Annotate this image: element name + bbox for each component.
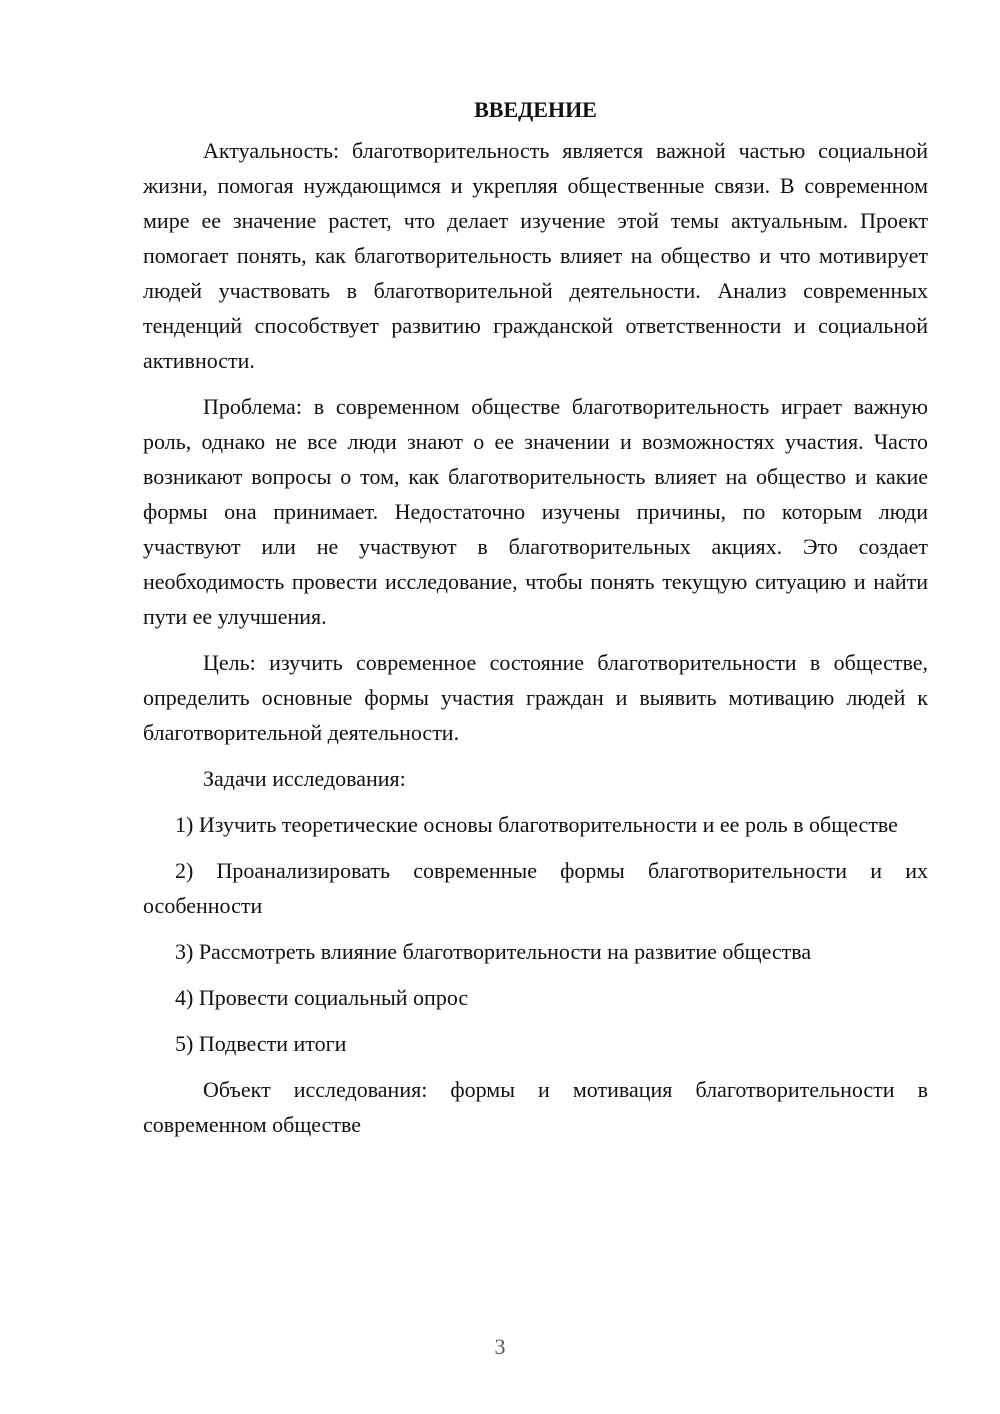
- page-title: ВВЕДЕНИЕ: [474, 97, 597, 122]
- goal-paragraph: Цель: изучить современное состояние благотворительности в обществе, определить основные формы участия граждан и выявить мотивацию людей к благотворительной деятельности.: [143, 650, 928, 745]
- page-number: 3: [494, 1334, 506, 1359]
- tasks-heading: Задачи исследования:: [203, 766, 406, 791]
- object-paragraph: Объект исследования: формы и мотивация благотворительности в современном обществе: [143, 1077, 928, 1137]
- task-item: 2) Проанализировать современные формы благотворительности и их особенности: [143, 858, 928, 918]
- task-item: 1) Изучить теоретические основы благотворительности и ее роль в обществе: [175, 812, 898, 837]
- page-content: [143, 92, 928, 1153]
- task-item: 3) Рассмотреть влияние благотворительности на развитие общества: [175, 939, 812, 964]
- task-item: 5) Подвести итоги: [175, 1031, 347, 1056]
- relevance-paragraph: Актуальность: благотворительность является важной частью социальной жизни, помогая нуждающимся и укрепляя общественные связи. В современном мире ее значение растет, что делает изучение этой темы актуальным. Проект помогает понять, как благотворительность влияет на общество и что мотивирует людей участвовать в благотворительной деятельности. Анализ современных тенденций способствует развитию гражданской ответственности и социальной активности.: [143, 138, 928, 373]
- problem-paragraph: Проблема: в современном обществе благотворительность играет важную роль, однако не все люди знают о ее значении и возможностях участия. Часто возникают вопросы о том, как благотворительность влияет на общество и какие формы она принимает. Недостаточно изучены причины, по которым люди участвуют или не участвуют в благотворительных акциях. Это создает необходимость провести исследование, чтобы понять текущую ситуацию и найти пути ее улучшения.: [143, 394, 928, 629]
- task-item: 4) Провести социальный опрос: [175, 985, 469, 1010]
